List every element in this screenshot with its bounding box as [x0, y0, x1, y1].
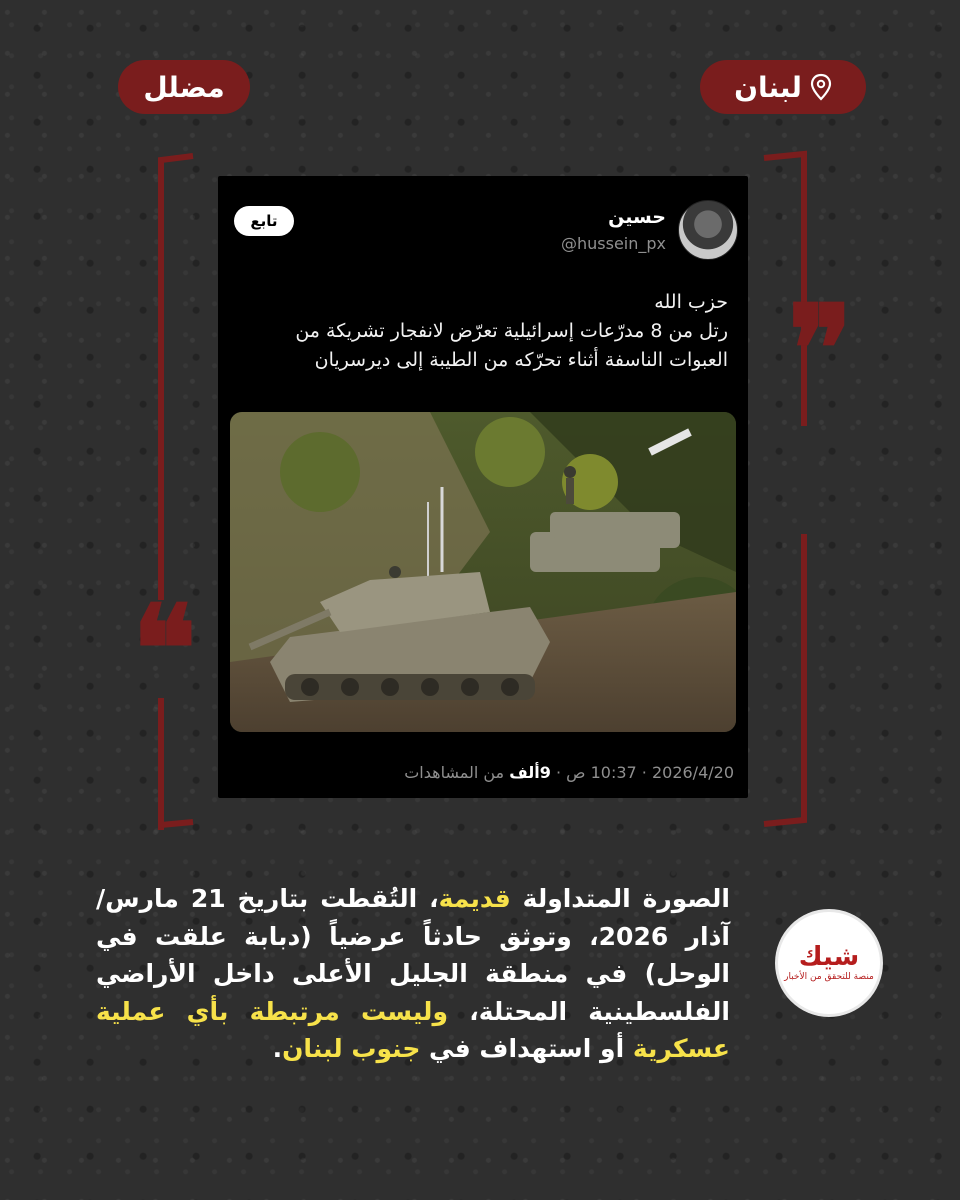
text-segment: أو استهداف في — [420, 1034, 633, 1063]
text-segment: ، التُقطت بتاريخ 21 مارس/آذار 2026، وتوثق حادثاً عرضياً (دبابة علقت في الوحل) في منطقة الجليل الأعلى داخل الأراضي الفلسطينية المحتلة، — [96, 884, 730, 1026]
avatar[interactable] — [678, 200, 738, 260]
tweet-views-count: 9ألف — [509, 763, 551, 782]
tweet-card — [218, 176, 748, 798]
highlight-old: قديمة — [438, 884, 511, 913]
highlight-south-lebanon: جنوب لبنان — [282, 1034, 421, 1063]
brand-logo — [778, 912, 880, 1014]
opening-quote-icon: ❝ — [132, 579, 197, 720]
tweet-line: حزب الله — [654, 291, 728, 313]
location-pin-icon — [810, 73, 832, 101]
tweet-text — [248, 288, 728, 375]
fact-check-text — [96, 880, 730, 1068]
text-segment: الصورة المتداولة — [510, 884, 731, 913]
tweet-photo[interactable] — [230, 412, 736, 732]
location-badge — [700, 60, 866, 114]
logo-wordmark: شيك — [798, 942, 860, 972]
tweet-date-time: 2026/4/20 · 10:37 ص · — [550, 763, 734, 782]
follow-button[interactable]: تابع — [234, 206, 294, 236]
tweet-line: العبوات الناسفة أثناء تحرّكه من الطيبة إلى ديرسريان — [314, 349, 728, 371]
text-segment: . — [272, 1034, 283, 1063]
tweet-views-label: من المشاهدات — [404, 763, 510, 782]
tweet-handle[interactable]: @hussein_px — [560, 234, 666, 253]
verdict-label: مضلل — [143, 70, 225, 104]
left-bracket-frame — [155, 150, 195, 830]
tanks-photo-image — [230, 412, 736, 732]
right-bracket-frame — [762, 150, 810, 830]
logo-tagline: منصة للتحقق من الأخبار — [784, 972, 874, 982]
highlight-not-related: وليست مرتبطة بأي عملية عسكرية — [96, 996, 730, 1063]
tweet-line: رتل من 8 مدرّعات إسرائيلية تعرّض لانفجار تشريكة من — [295, 320, 728, 342]
verdict-badge — [118, 60, 250, 114]
tweet-display-name[interactable]: حسين — [608, 206, 666, 228]
tweet-meta — [404, 763, 734, 782]
location-label: لبنان — [734, 70, 802, 104]
closing-quote-icon: ❞ — [788, 279, 853, 420]
